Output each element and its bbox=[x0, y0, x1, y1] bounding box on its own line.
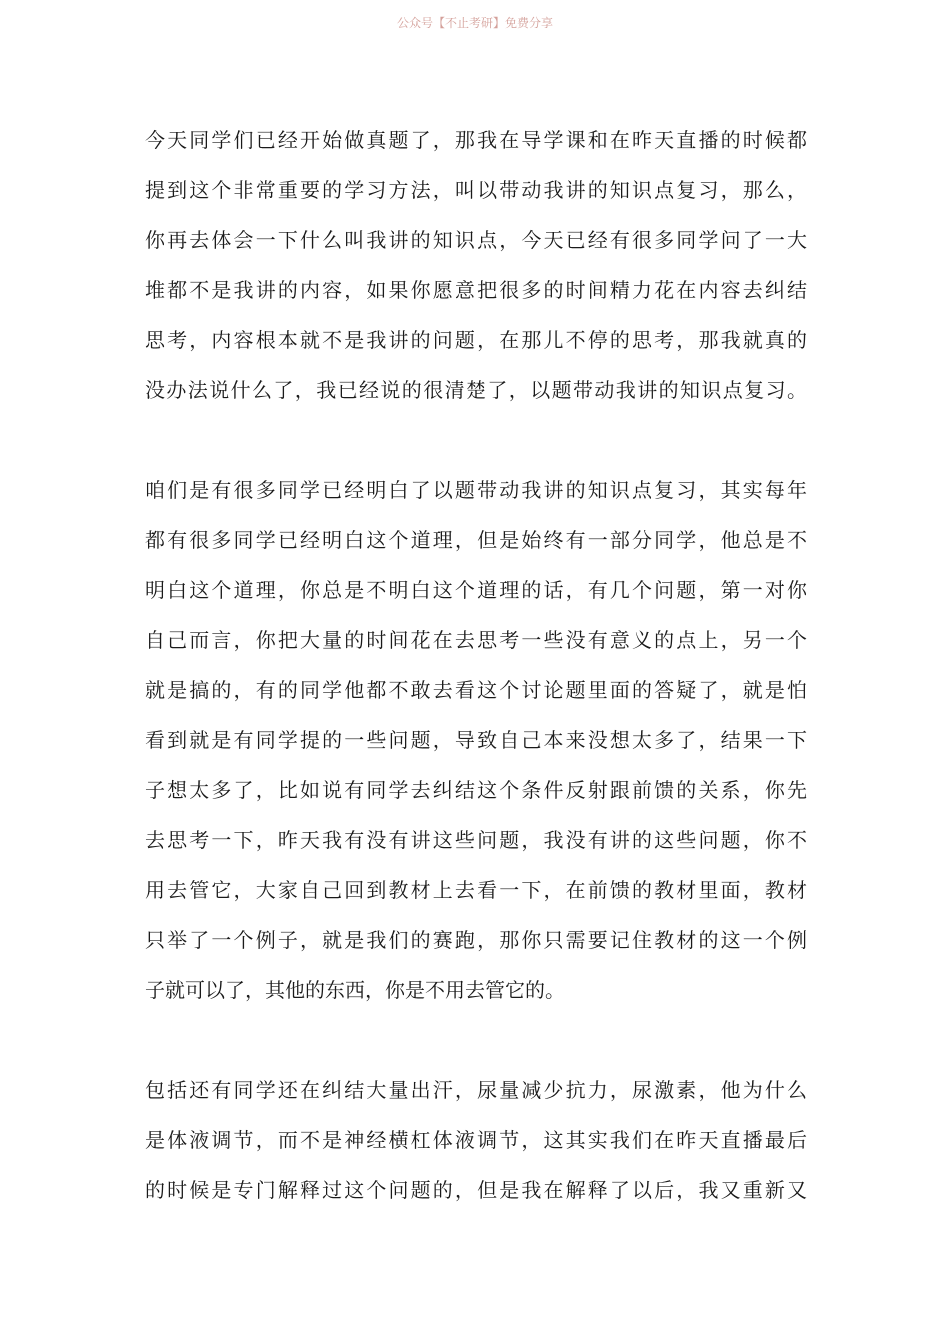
paragraph-1 bbox=[145, 115, 807, 415]
paragraph-2 bbox=[145, 465, 807, 1015]
watermark-header: 公众号【不止考研】免费分享 bbox=[396, 16, 553, 30]
text-line: 用去管它，大家自己回到教材上去看一下，在前馈的教材里面，教材 bbox=[145, 878, 807, 902]
text-line: 咱们是有很多同学已经明白了以题带动我讲的知识点复习，其实每年 bbox=[145, 478, 807, 502]
text-line: 你再去体会一下什么叫我讲的知识点，今天已经有很多同学问了一大 bbox=[145, 228, 807, 252]
text-line: 的时候是专门解释过这个问题的，但是我在解释了以后，我又重新又 bbox=[145, 1178, 807, 1202]
text-line: 子就可以了，其他的东西，你是不用去管它的。 bbox=[145, 978, 565, 1002]
text-line: 包括还有同学还在纠结大量出汗，尿量减少抗力，尿激素，他为什么 bbox=[145, 1078, 807, 1102]
document-body bbox=[145, 115, 807, 1215]
text-line: 堆都不是我讲的内容，如果你愿意把很多的时间精力花在内容去纠结 bbox=[145, 278, 807, 302]
text-line: 没办法说什么了，我已经说的很清楚了，以题带动我讲的知识点复习。 bbox=[145, 378, 807, 402]
text-line: 看到就是有同学提的一些问题，导致自己本来没想太多了，结果一下 bbox=[145, 728, 807, 752]
paragraph-3 bbox=[145, 1065, 807, 1215]
text-line: 提到这个非常重要的学习方法，叫以带动我讲的知识点复习，那么， bbox=[145, 178, 807, 202]
text-line: 今天同学们已经开始做真题了，那我在导学课和在昨天直播的时候都 bbox=[145, 128, 807, 152]
text-line: 子想太多了，比如说有同学去纠结这个条件反射跟前馈的关系，你先 bbox=[145, 778, 807, 802]
text-line: 只举了一个例子，就是我们的赛跑，那你只需要记住教材的这一个例 bbox=[145, 928, 807, 952]
text-line: 都有很多同学已经明白这个道理，但是始终有一部分同学，他总是不 bbox=[145, 528, 807, 552]
text-line: 就是搞的，有的同学他都不敢去看这个讨论题里面的答疑了，就是怕 bbox=[145, 678, 807, 702]
text-line: 明白这个道理，你总是不明白这个道理的话，有几个问题，第一对你 bbox=[145, 578, 807, 602]
text-line: 思考，内容根本就不是我讲的问题，在那儿不停的思考，那我就真的 bbox=[145, 328, 807, 352]
text-line: 去思考一下，昨天我有没有讲这些问题，我没有讲的这些问题，你不 bbox=[145, 828, 807, 852]
text-line: 是体液调节，而不是神经横杠体液调节，这其实我们在昨天直播最后 bbox=[145, 1128, 807, 1152]
text-line: 自己而言，你把大量的时间花在去思考一些没有意义的点上，另一个 bbox=[145, 628, 807, 652]
